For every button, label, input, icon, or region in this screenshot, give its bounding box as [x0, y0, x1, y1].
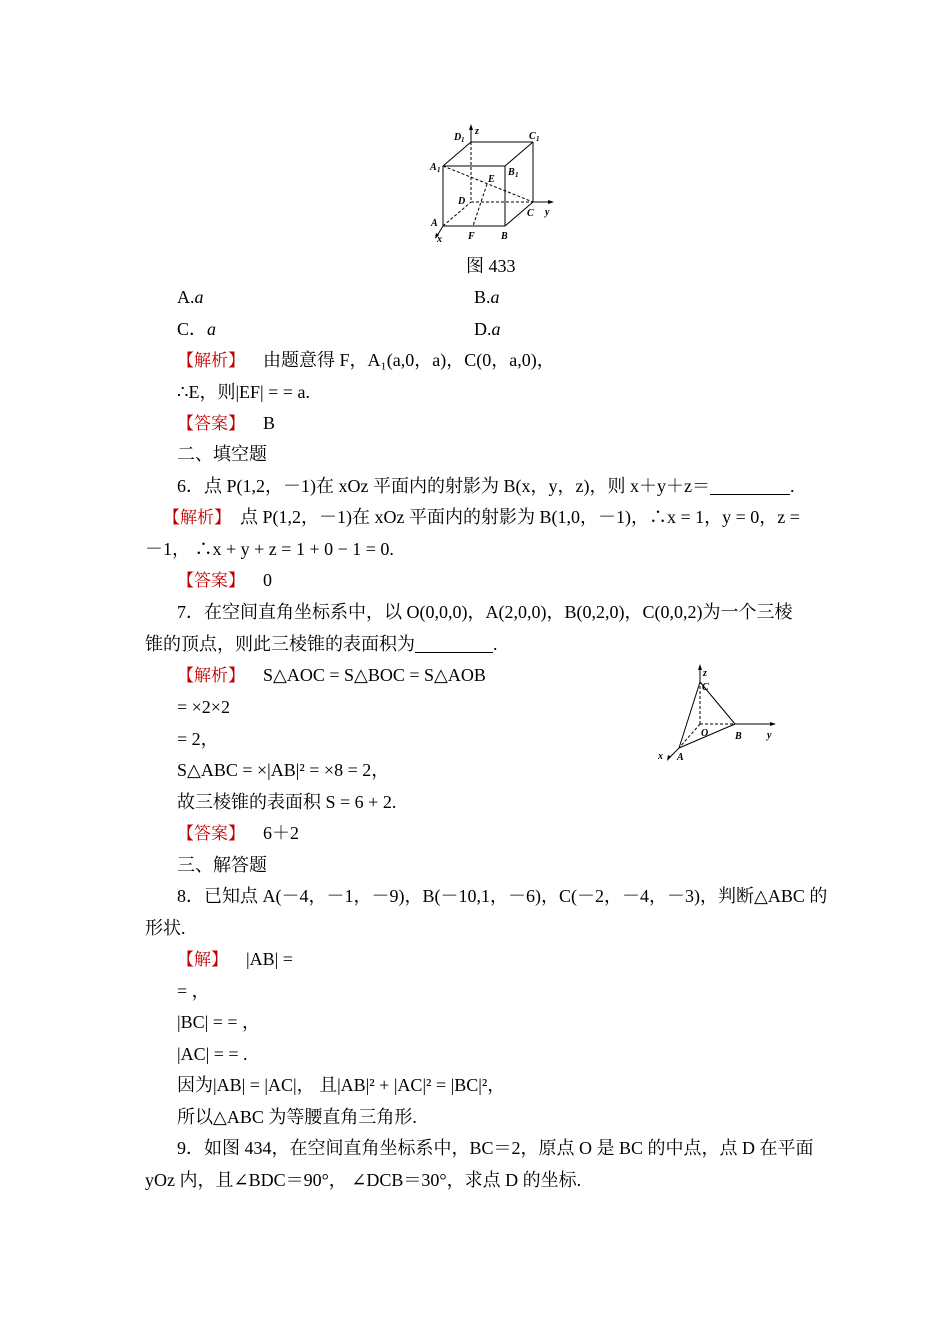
label-O: O: [701, 728, 709, 739]
q8-stem-line2: 形状.: [145, 918, 186, 938]
q8-solution-6: 所以△ABC 为等腰直角三角形.: [177, 1107, 417, 1127]
svg-text:1: 1: [515, 171, 519, 179]
q7-stem: 7．在空间直角坐标系中，以 O(0,0,0)，A(2,0,0)，B(0,2,0)，C(0,0,2)为一个三棱: [177, 602, 793, 622]
q7-analysis-4: S△ABC = ×|AB|² = ×8 = 2，: [177, 760, 390, 780]
svg-text:1: 1: [437, 166, 441, 174]
figure-tetrahedron: [655, 662, 785, 772]
label-C: C: [702, 682, 709, 693]
q6-answer: 【答案】 0: [177, 570, 272, 591]
label-A1: A: [430, 162, 437, 173]
section-3-title: 三、解答题: [177, 855, 267, 875]
label-D: D: [458, 196, 466, 207]
label-F: F: [468, 231, 475, 242]
label-z: z: [703, 668, 707, 679]
figure-433-caption: 图 433: [466, 256, 516, 276]
answer-blank: [415, 634, 493, 653]
label-D1: D: [454, 132, 462, 143]
q8-stem: 8．已知点 A(－4，－1，－9)，B(－10,1，－6)，C(－2，－4，－3)，判断△ABC 的: [177, 886, 828, 906]
option-a: A.a: [177, 287, 204, 307]
q8-solution-4: |AC| = = .: [177, 1044, 248, 1064]
figure-433-cube: [425, 122, 565, 244]
q8-solution-3: |BC| = = ，: [177, 1012, 261, 1032]
analysis-tag: 【解析】: [177, 351, 245, 371]
label-B1: B: [508, 167, 515, 178]
label-z: z: [475, 126, 479, 137]
answer-tag: 【答案】: [177, 824, 245, 844]
svg-text:1: 1: [461, 136, 465, 144]
option-c: C．a: [177, 319, 217, 339]
q5-analysis-line2: ∴E，则|EF| = = a.: [177, 382, 310, 402]
q7-analysis-2: = ×2×2: [177, 697, 230, 717]
solution-tag: 【解】: [177, 950, 228, 970]
analysis-tag: 【解析】: [177, 666, 245, 686]
svg-text:1: 1: [536, 135, 540, 143]
q7-analysis-5: 故三棱锥的表面积 S = 6 + 2.: [177, 792, 397, 812]
q8-solution: 【解】 |AB| =: [177, 949, 293, 970]
option-b: B.a: [474, 287, 500, 307]
label-x: x: [658, 751, 663, 762]
q6-analysis-line2: －1， ∴x + y + z = 1 + 0 − 1 = 0.: [145, 539, 394, 559]
q8-solution-2: = ，: [177, 981, 210, 1001]
label-y: y: [545, 207, 550, 218]
label-B: B: [735, 731, 742, 742]
answer-tag: 【答案】: [177, 571, 245, 591]
label-B: B: [501, 231, 508, 242]
label-E: E: [488, 174, 495, 185]
q9-stem: 9．如图 434，在空间直角坐标系中，BC＝2，原点 O 是 BC 的中点，点 D 在平面: [177, 1138, 814, 1158]
label-C: C: [527, 208, 534, 219]
label-A: A: [677, 752, 684, 763]
q9-stem-line2: yOz 内，且∠BDC＝90°， ∠DCB＝30°，求点 D 的坐标.: [145, 1170, 582, 1190]
section-2-title: 二、填空题: [177, 444, 267, 464]
option-d: D.a: [474, 319, 501, 339]
label-A: A: [431, 218, 438, 229]
q7-analysis-3: = 2，: [177, 729, 219, 749]
q5-analysis: 【解析】 由题意得 F，A₁(a,0，a)，C(0，a,0)，: [177, 350, 555, 371]
q7-analysis: 【解析】 S△AOC = S△BOC = S△AOB: [177, 665, 486, 686]
answer-blank: [710, 476, 790, 495]
q6-analysis: 【解析】 点 P(1,2，－1)在 xOz 平面内的射影为 B(1,0，－1)，∴x = 1，y = 0，z =: [163, 507, 800, 528]
answer-tag: 【答案】: [177, 414, 245, 434]
q7-answer: 【答案】 6＋2: [177, 823, 299, 844]
label-x: x: [437, 234, 442, 244]
q5-answer: 【答案】 B: [177, 413, 276, 434]
q7-stem-line2: 锥的顶点，则此三棱锥的表面积为 .: [145, 634, 498, 654]
q6-stem: 6．点 P(1,2，－1)在 xOz 平面内的射影为 B(x，y，z)，则 x＋y＋z＝ .: [177, 476, 795, 496]
q8-solution-5: 因为|AB| = |AC|， 且|AB|² + |AC|² = |BC|²，: [177, 1075, 506, 1095]
analysis-tag: 【解析】: [163, 508, 231, 528]
label-C1: C: [529, 131, 536, 142]
label-y: y: [767, 730, 772, 741]
